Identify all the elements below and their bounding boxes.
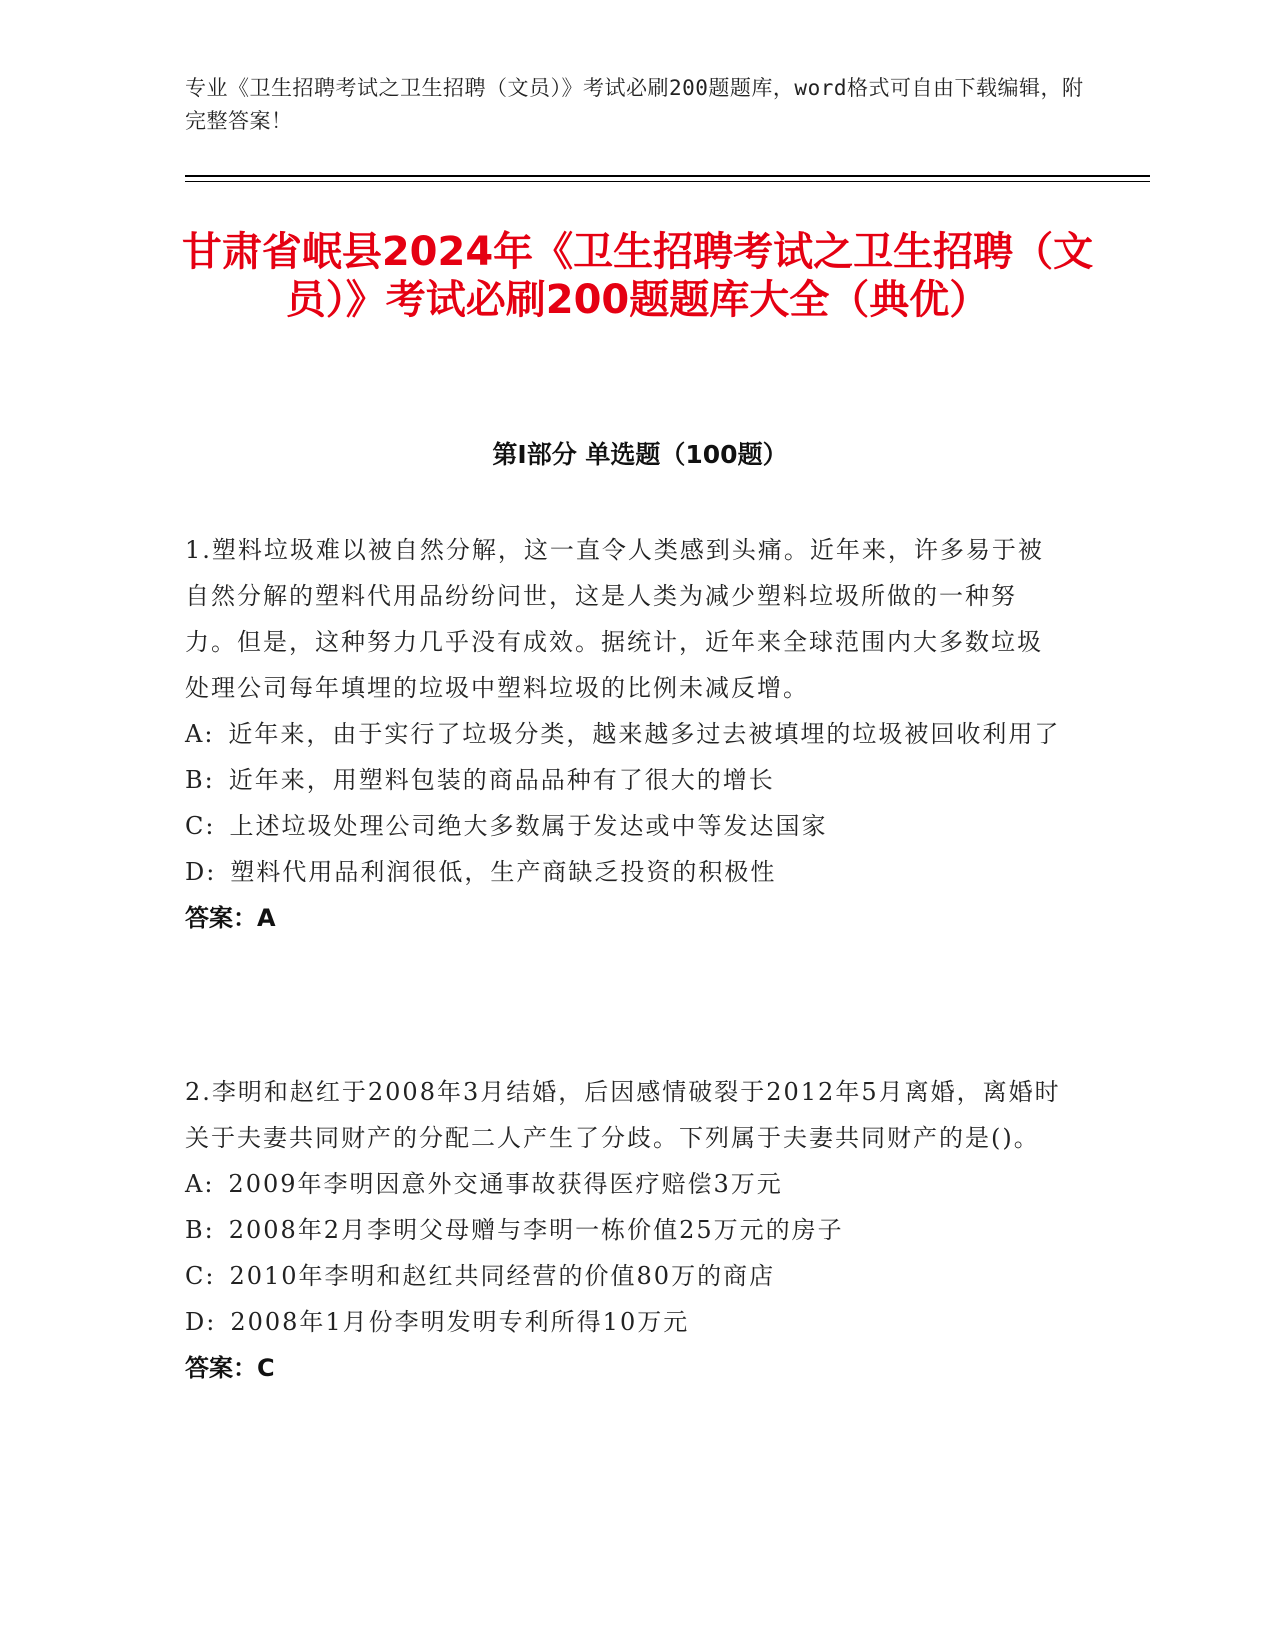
option-text: 2008年2月李明父母赠与李明一栋价值25万元的房子: [228, 1216, 844, 1244]
option-text: 2008年1月份李明发明专利所得10万元: [230, 1308, 690, 1336]
header-divider-thin: [185, 181, 1150, 182]
option-label: D:: [185, 858, 217, 886]
question-stem: 2.李明和赵红于2008年3月结婚，后因感情破裂于2012年5月离婚，离婚时关于夫妻共同财产的分配二人产生了分歧。下列属于夫妻共同财产的是()。: [185, 1078, 1061, 1152]
option-b: [185, 1207, 1065, 1253]
header-note: 专业《卫生招聘考试之卫生招聘（文员）》考试必刷200题题库，word格式可自由下载编辑，附完整答案！: [185, 76, 1084, 133]
option-text: 2010年李明和赵红共同经营的价值80万的商店: [229, 1262, 776, 1290]
option-label: B:: [185, 766, 215, 794]
option-text: 上述垃圾处理公司绝大多数属于发达或中等发达国家: [229, 812, 828, 840]
option-label: B:: [185, 1216, 215, 1244]
option-d: [185, 1299, 1065, 1345]
option-c: [185, 803, 1065, 849]
option-c: [185, 1253, 1065, 1299]
option-d: [185, 849, 1065, 895]
option-text: 近年来，用塑料包装的商品品种有了很大的增长: [228, 766, 775, 794]
option-label: C:: [185, 812, 216, 840]
option-label: D:: [185, 1308, 217, 1336]
answer: 答案：A: [185, 904, 276, 932]
option-label: A:: [185, 1170, 215, 1198]
option-b: [185, 757, 1065, 803]
question-2: [185, 1069, 1065, 1391]
option-label: C:: [185, 1262, 216, 1290]
question-stem: 1.塑料垃圾难以被自然分解，这一直令人类感到头痛。近年来，许多易于被自然分解的塑料代用品纷纷问世，这是人类为减少塑料垃圾所做的一种努力。但是，这种努力几乎没有成效。据统计，近年来全球范围内大多数垃圾处理公司每年填埋的垃圾中塑料垃圾的比例未减反增。: [185, 536, 1044, 702]
option-text: 近年来，由于实行了垃圾分类，越来越多过去被填埋的垃圾被回收利用了: [228, 720, 1061, 748]
option-label: A:: [185, 720, 215, 748]
header-divider-thick: [185, 175, 1150, 177]
answer: 答案：C: [185, 1354, 275, 1382]
question-1: [185, 527, 1065, 941]
option-text: 2009年李明因意外交通事故获得医疗赔偿3万元: [228, 1170, 783, 1198]
option-text: 塑料代用品利润很低，生产商缺乏投资的积极性: [230, 858, 777, 886]
document-title: 甘肃省岷县2024年《卫生招聘考试之卫生招聘（文员）》考试必刷200题题库大全（典优）: [181, 229, 1094, 323]
option-a: [185, 711, 1065, 757]
option-a: [185, 1161, 1065, 1207]
section-heading: 第I部分 单选题（100题）: [492, 440, 788, 469]
